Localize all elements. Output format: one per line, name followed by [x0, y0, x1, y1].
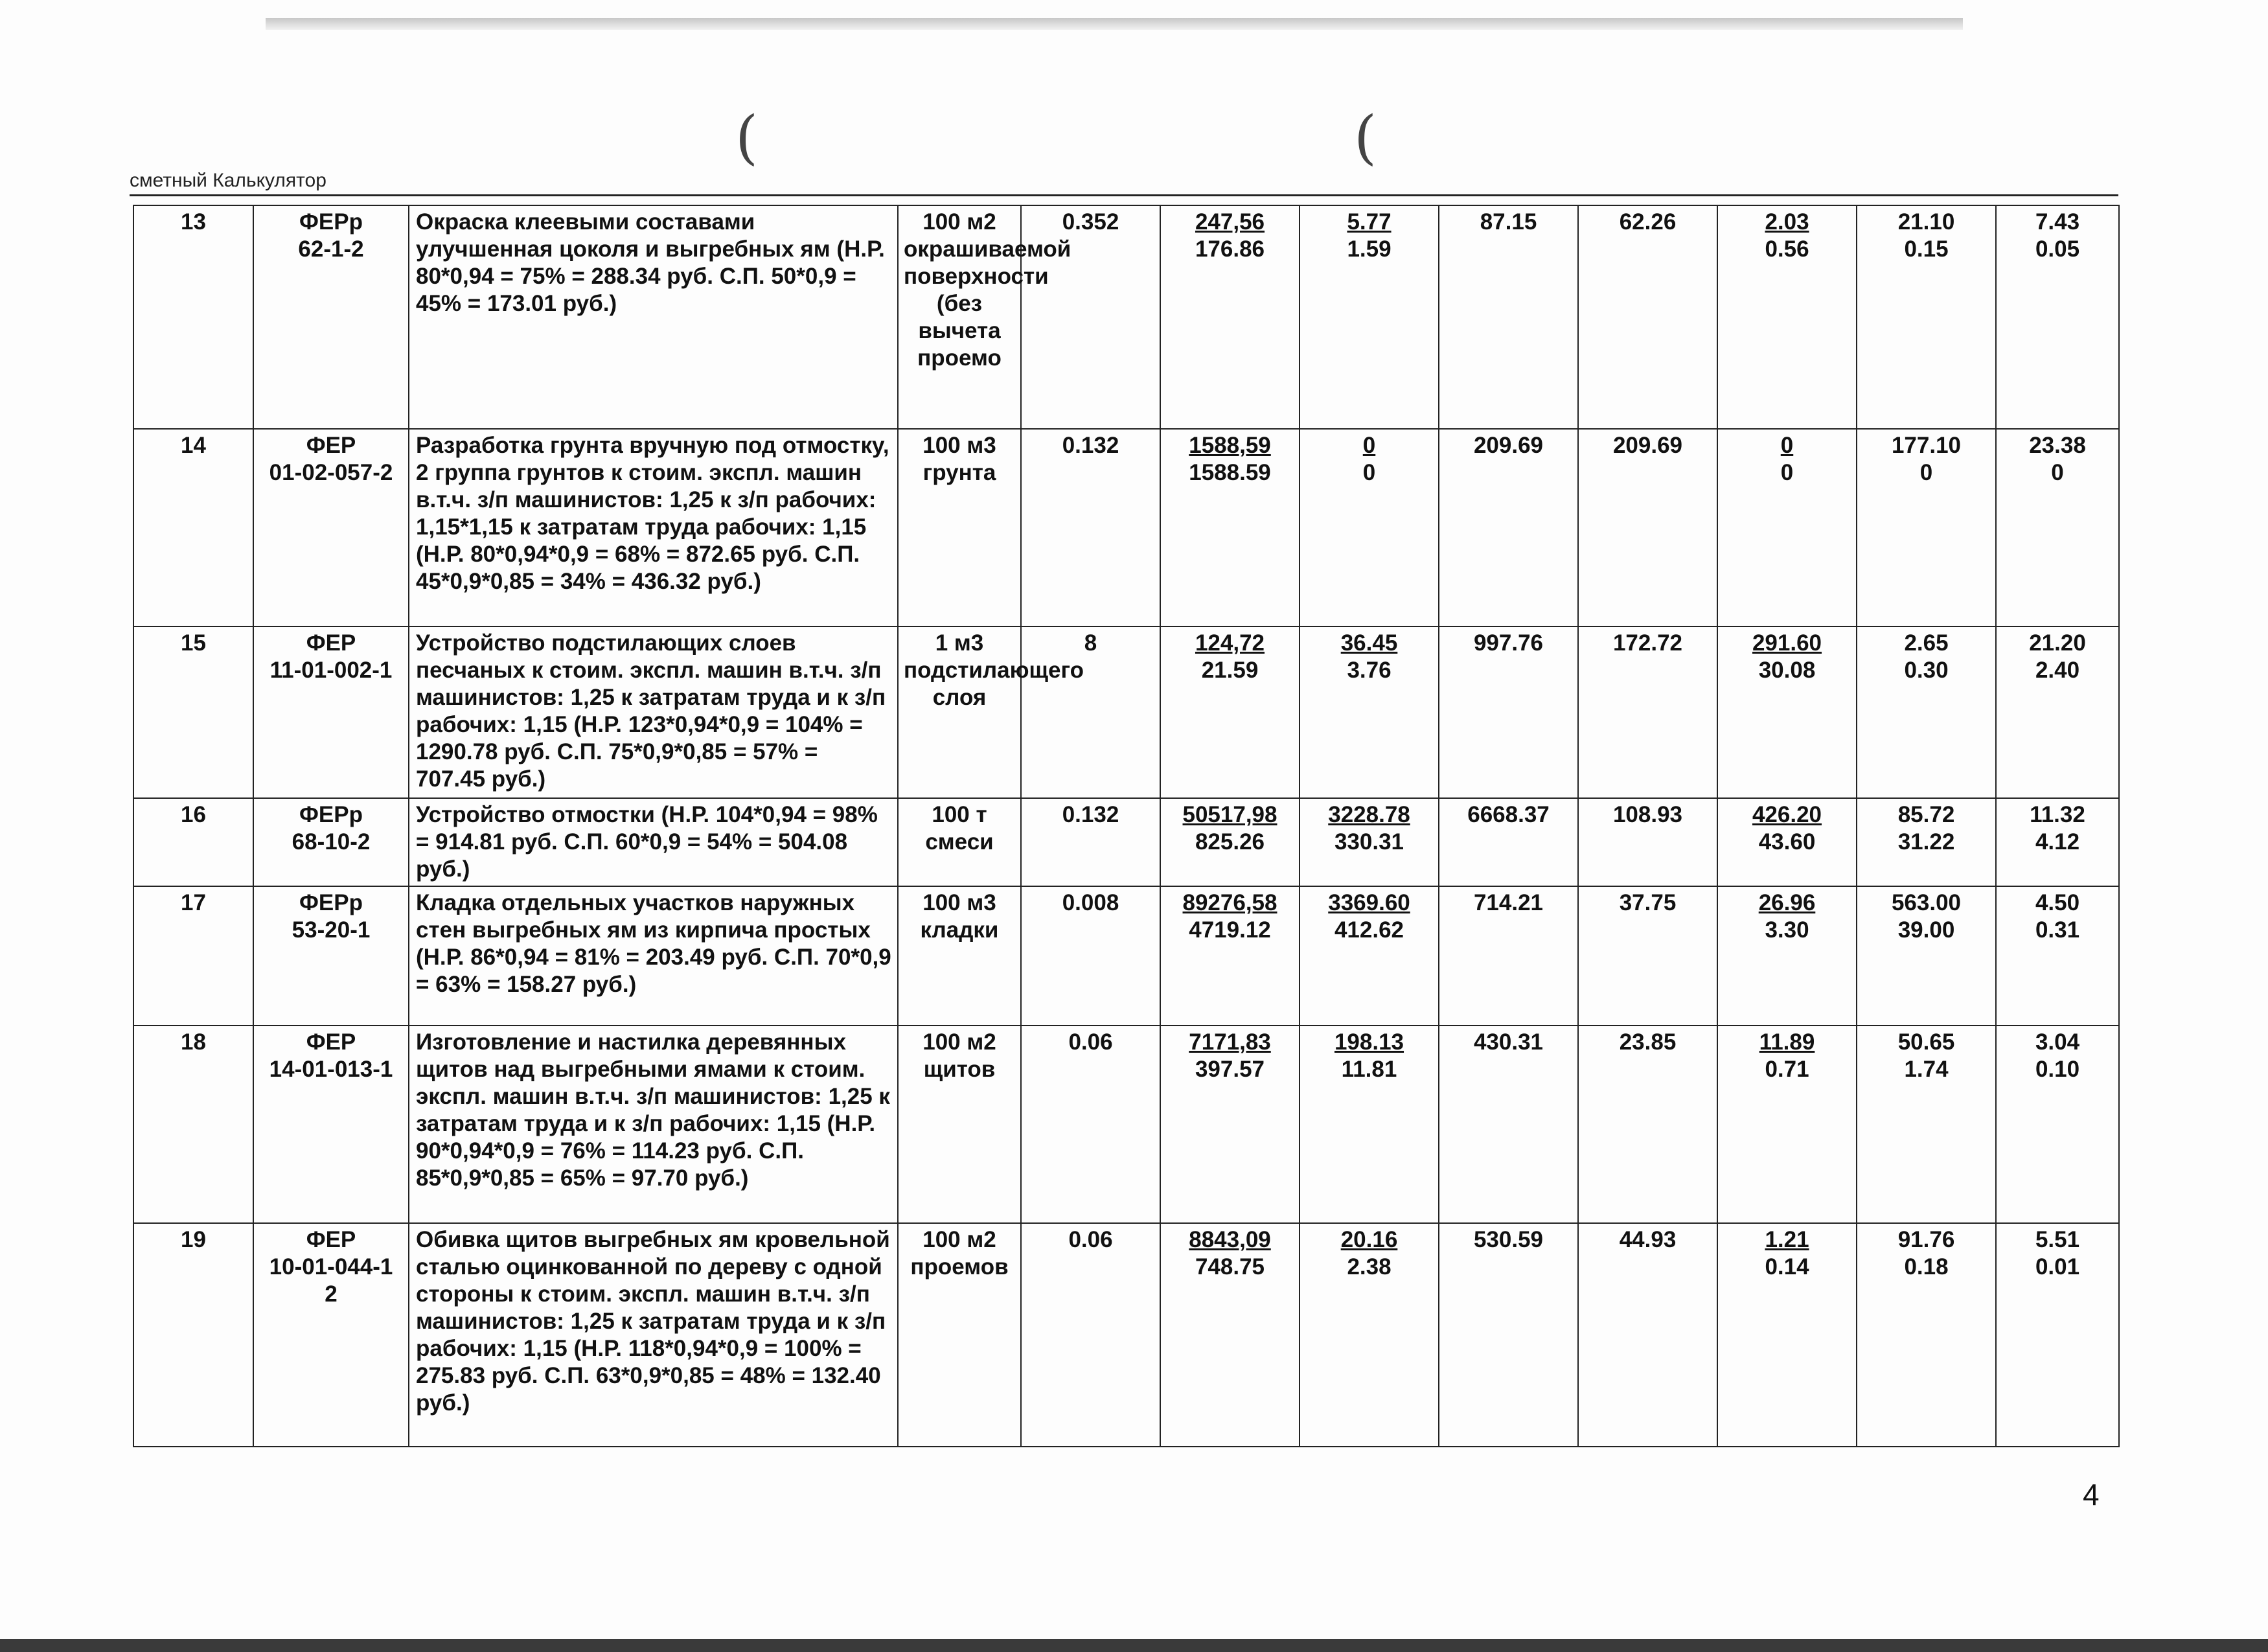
work-description-cell: Устройство отмостки (Н.Р. 104*0,94 = 98% = 914.81 руб. С.П. 60*0,9 = 54% = 504.08 руб.) [409, 798, 898, 886]
rate-code-cell: ФЕР 11-01-002-1 [253, 626, 409, 798]
row-number-cell: 18 [133, 1026, 253, 1223]
labor-cell [1857, 205, 1996, 429]
machine-cost-cell-top: 5.77 [1347, 209, 1392, 235]
table-row [133, 1223, 2119, 1447]
unit-price-cell-top: 8843,09 [1189, 1227, 1271, 1252]
labor-cell-bottom: 31.22 [1897, 829, 1955, 855]
labor-total-cell [1996, 1223, 2119, 1447]
machine-total-cell-bottom: 0.56 [1765, 236, 1809, 262]
total-cost-cell: 714.21 [1439, 886, 1578, 1026]
machine-total-cell [1717, 429, 1857, 626]
unit-price-cell-top: 89276,58 [1182, 890, 1277, 915]
quantity-cell: 0.352 [1021, 205, 1160, 429]
machine-cost-cell-top: 0 [1362, 433, 1376, 458]
unit-price-cell [1160, 205, 1300, 429]
unit-cell: 100 м2 щитов [898, 1026, 1021, 1223]
labor-cell [1857, 429, 1996, 626]
wages-cell: 209.69 [1578, 429, 1717, 626]
labor-total-cell [1996, 205, 2119, 429]
scan-artifact-bottom [0, 1639, 2268, 1652]
unit-price-cell [1160, 1223, 1300, 1447]
machine-total-cell-top: 2.03 [1765, 209, 1809, 235]
labor-total-cell-bottom: 0.10 [2035, 1057, 2080, 1082]
work-description-cell: Кладка отдельных участков наружных стен выгребных ям из кирпича простых (Н.Р. 86*0,94 = 81% = 203.49 руб. С.П. 70*0,9 = 63% = 158.27 руб.) [409, 886, 898, 1026]
unit-price-cell-bottom: 1588.59 [1189, 460, 1271, 485]
machine-cost-cell-top: 3369.60 [1328, 890, 1410, 915]
machine-cost-cell-bottom: 1.59 [1347, 236, 1392, 262]
unit-price-cell [1160, 1026, 1300, 1223]
labor-total-cell-top: 3.04 [2035, 1029, 2080, 1055]
machine-total-cell [1717, 1026, 1857, 1223]
labor-total-cell [1996, 886, 2119, 1026]
labor-cell [1857, 886, 1996, 1026]
labor-total-cell [1996, 429, 2119, 626]
rate-code-cell: ФЕР 10-01-044-1 2 [253, 1223, 409, 1447]
machine-cost-cell-bottom: 3.76 [1347, 658, 1392, 683]
row-number-cell: 15 [133, 626, 253, 798]
unit-cell: 100 м2 проемов [898, 1223, 1021, 1447]
unit-cell: 1 м3 подстилающего слоя [898, 626, 1021, 798]
machine-cost-cell-top: 36.45 [1340, 630, 1398, 656]
machine-total-cell-bottom: 0.14 [1765, 1254, 1809, 1279]
row-number-cell: 16 [133, 798, 253, 886]
wages-cell: 172.72 [1578, 626, 1717, 798]
labor-cell [1857, 1223, 1996, 1447]
labor-total-cell-bottom: 0 [2051, 460, 2064, 485]
total-cost-cell: 6668.37 [1439, 798, 1578, 886]
unit-price-cell-top: 247,56 [1195, 209, 1265, 235]
unit-cell: 100 м2 окрашиваемой поверхности (без вычета проемо [898, 205, 1021, 429]
table-row [133, 205, 2119, 429]
machine-total-cell-top: 291.60 [1752, 630, 1822, 656]
rate-code-cell: ФЕР 14-01-013-1 [253, 1026, 409, 1223]
labor-cell-bottom: 0.18 [1904, 1254, 1949, 1279]
unit-price-cell [1160, 798, 1300, 886]
quantity-cell: 0.06 [1021, 1223, 1160, 1447]
labor-total-cell [1996, 798, 2119, 886]
punch-hole-mark-left: ( [735, 104, 759, 172]
table-row [133, 429, 2119, 626]
row-number-cell: 14 [133, 429, 253, 626]
labor-total-cell [1996, 1026, 2119, 1223]
machine-cost-cell [1300, 798, 1439, 886]
machine-cost-cell [1300, 205, 1439, 429]
punch-hole-mark-right: ( [1354, 104, 1377, 172]
estimate-table [133, 205, 2120, 1447]
labor-total-cell-bottom: 2.40 [2035, 658, 2080, 683]
unit-price-cell [1160, 429, 1300, 626]
labor-total-cell-top: 11.32 [2030, 802, 2085, 827]
unit-cell: 100 м3 кладки [898, 886, 1021, 1026]
total-cost-cell: 87.15 [1439, 205, 1578, 429]
quantity-cell: 0.132 [1021, 429, 1160, 626]
row-number-cell: 17 [133, 886, 253, 1026]
unit-price-cell-bottom: 21.59 [1201, 658, 1259, 683]
labor-total-cell-top: 23.38 [2029, 433, 2086, 458]
wages-cell: 37.75 [1578, 886, 1717, 1026]
machine-cost-cell [1300, 1223, 1439, 1447]
machine-total-cell-top: 26.96 [1758, 890, 1816, 915]
wages-cell: 62.26 [1578, 205, 1717, 429]
labor-cell [1857, 798, 1996, 886]
machine-total-cell-bottom: 3.30 [1765, 917, 1809, 943]
machine-cost-cell-top: 3228.78 [1328, 802, 1410, 827]
machine-cost-cell-bottom: 412.62 [1334, 917, 1404, 943]
quantity-cell: 0.06 [1021, 1026, 1160, 1223]
machine-total-cell [1717, 886, 1857, 1026]
labor-cell-top: 2.65 [1904, 630, 1949, 656]
rate-code-cell: ФЕРр 62-1-2 [253, 205, 409, 429]
quantity-cell: 8 [1021, 626, 1160, 798]
unit-price-cell-bottom: 748.75 [1195, 1254, 1265, 1279]
machine-cost-cell-bottom: 2.38 [1347, 1254, 1392, 1279]
unit-price-cell-bottom: 4719.12 [1189, 917, 1271, 943]
machine-total-cell-top: 0 [1780, 433, 1794, 458]
labor-total-cell-top: 4.50 [2035, 890, 2080, 915]
machine-cost-cell-top: 20.16 [1340, 1227, 1398, 1252]
rate-code-cell: ФЕРр 68-10-2 [253, 798, 409, 886]
labor-cell-bottom: 0.15 [1904, 236, 1949, 262]
unit-price-cell [1160, 886, 1300, 1026]
labor-total-cell [1996, 626, 2119, 798]
machine-total-cell [1717, 205, 1857, 429]
unit-price-cell-bottom: 176.86 [1195, 236, 1265, 262]
app-title: сметный Калькулятор [130, 170, 326, 191]
labor-total-cell-top: 5.51 [2035, 1227, 2080, 1252]
unit-price-cell-top: 7171,83 [1189, 1029, 1271, 1055]
scan-artifact-top [266, 18, 1963, 30]
labor-total-cell-bottom: 0.05 [2035, 236, 2080, 262]
machine-cost-cell-bottom: 0 [1362, 460, 1376, 485]
labor-total-cell-top: 21.20 [2029, 630, 2086, 656]
machine-total-cell-top: 1.21 [1765, 1227, 1809, 1252]
labor-cell [1857, 1026, 1996, 1223]
unit-cell: 100 т смеси [898, 798, 1021, 886]
rate-code-cell: ФЕРр 53-20-1 [253, 886, 409, 1026]
table-row [133, 798, 2119, 886]
work-description-cell: Устройство подстилающих слоев песчаных к стоим. экспл. машин в.т.ч. з/п машинистов: 1,25 к затратам труда и к з/п рабочих: 1,15 (Н.Р. 123*0,94*0,9 = 104% = 1290.78 руб. С.П. 75*0,9*0,85 = 57% = 707.45 руб.) [409, 626, 898, 798]
machine-total-cell [1717, 798, 1857, 886]
wages-cell: 44.93 [1578, 1223, 1717, 1447]
table-row [133, 886, 2119, 1026]
total-cost-cell: 530.59 [1439, 1223, 1578, 1447]
work-description-cell: Обивка щитов выгребных ям кровельной сталью оцинкованной по дереву с одной стороны к стоим. экспл. машин в.т.ч. з/п машинистов: 1,25 к затратам труда и к з/п рабочих: 1,15 (Н.Р. 118*0,94*0,9 = 100% = 275.83 руб. С.П. 63*0,9*0,85 = 48% = 132.40 руб.) [409, 1223, 898, 1447]
machine-total-cell-top: 426.20 [1752, 802, 1822, 827]
machine-total-cell-bottom: 30.08 [1758, 658, 1816, 683]
labor-cell-top: 91.76 [1897, 1227, 1955, 1252]
unit-price-cell-top: 124,72 [1195, 630, 1265, 656]
machine-cost-cell [1300, 886, 1439, 1026]
machine-total-cell [1717, 1223, 1857, 1447]
total-cost-cell: 209.69 [1439, 429, 1578, 626]
machine-total-cell-bottom: 0.71 [1765, 1057, 1809, 1082]
labor-total-cell-bottom: 0.01 [2035, 1254, 2080, 1279]
machine-cost-cell [1300, 429, 1439, 626]
machine-cost-cell-bottom: 11.81 [1341, 1057, 1397, 1082]
unit-price-cell-top: 1588,59 [1189, 433, 1271, 458]
work-description-cell: Изготовление и настилка деревянных щитов над выгребными ямами к стоим. экспл. машин в.т.ч. з/п машинистов: 1,25 к затратам труда и к з/п рабочих: 1,15 (Н.Р. 90*0,94*0,9 = 76% = 114.23 руб. С.П. 85*0,9*0,85 = 65% = 97.70 руб.) [409, 1026, 898, 1223]
work-description-cell: Окраска клеевыми составами улучшенная цоколя и выгребных ям (Н.Р. 80*0,94 = 75% = 288.34 руб. С.П. 50*0,9 = 45% = 173.01 руб.) [409, 205, 898, 429]
machine-total-cell-top: 11.89 [1759, 1029, 1815, 1055]
machine-cost-cell [1300, 626, 1439, 798]
labor-total-cell-bottom: 4.12 [2035, 829, 2080, 855]
quantity-cell: 0.132 [1021, 798, 1160, 886]
labor-cell-bottom: 1.74 [1904, 1057, 1949, 1082]
machine-cost-cell-top: 198.13 [1334, 1029, 1404, 1055]
unit-cell: 100 м3 грунта [898, 429, 1021, 626]
machine-total-cell-bottom: 0 [1780, 460, 1794, 485]
labor-cell-top: 85.72 [1897, 802, 1955, 827]
machine-cost-cell [1300, 1026, 1439, 1223]
labor-cell [1857, 626, 1996, 798]
row-number-cell: 13 [133, 205, 253, 429]
labor-cell-bottom: 0.30 [1904, 658, 1949, 683]
quantity-cell: 0.008 [1021, 886, 1160, 1026]
unit-price-cell-bottom: 397.57 [1195, 1057, 1265, 1082]
total-cost-cell: 997.76 [1439, 626, 1578, 798]
table-row [133, 1026, 2119, 1223]
labor-cell-top: 177.10 [1891, 433, 1962, 458]
unit-price-cell [1160, 626, 1300, 798]
labor-cell-bottom: 39.00 [1897, 917, 1955, 943]
machine-total-cell [1717, 626, 1857, 798]
labor-total-cell-bottom: 0.31 [2035, 917, 2080, 943]
labor-total-cell-top: 7.43 [2035, 209, 2080, 235]
total-cost-cell: 430.31 [1439, 1026, 1578, 1223]
machine-total-cell-bottom: 43.60 [1758, 829, 1816, 855]
labor-cell-top: 50.65 [1897, 1029, 1955, 1055]
unit-price-cell-top: 50517,98 [1182, 802, 1277, 827]
header-rule [130, 194, 2118, 196]
rate-code-cell: ФЕР 01-02-057-2 [253, 429, 409, 626]
wages-cell: 108.93 [1578, 798, 1717, 886]
table-row [133, 626, 2119, 798]
wages-cell: 23.85 [1578, 1026, 1717, 1223]
unit-price-cell-bottom: 825.26 [1195, 829, 1265, 855]
labor-cell-top: 563.00 [1891, 890, 1962, 915]
labor-cell-bottom: 0 [1919, 460, 1933, 485]
row-number-cell: 19 [133, 1223, 253, 1447]
page-number: 4 [2083, 1478, 2100, 1511]
machine-cost-cell-bottom: 330.31 [1334, 829, 1404, 855]
labor-cell-top: 21.10 [1897, 209, 1955, 235]
work-description-cell: Разработка грунта вручную под отмостку, 2 группа грунтов к стоим. экспл. машин в.т.ч. з/п машинистов: 1,25 к з/п рабочих: 1,15*1,15 к затратам труда рабочих: 1,15 (Н.Р. 80*0,94*0,9 = 68% = 872.65 руб. С.П. 45*0,9*0,85 = 34% = 436.32 руб.) [409, 429, 898, 626]
